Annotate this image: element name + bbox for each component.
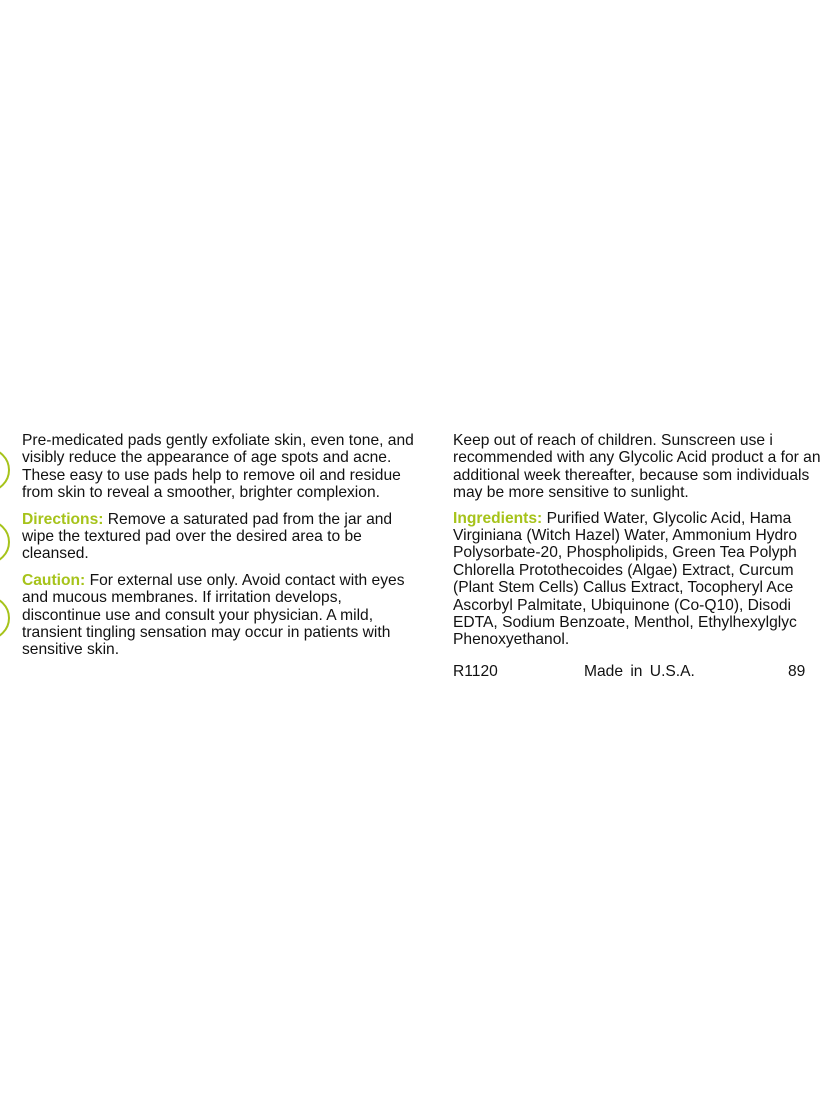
right-panel	[453, 432, 833, 680]
product-code: R1120	[453, 662, 498, 680]
caution-section	[22, 572, 417, 659]
ingredients-text: Purified Water, Glycolic Acid, Hama Virginiana (Witch Hazel) Water, Ammonium Hydro Polysorbate-20, Phospholipids, Green Tea Polyph Chlorella Protothecoides (Algae) Extract, Curcum (Plant Stem Cells) Callus Extract, Tocopheryl Ace Ascorbyl Palmitate, Ubiquinone (Co-Q10), Disodi EDTA, Sodium Benzoate, Menthol, Ethylhexylglyc Phenoxyethanol.	[453, 509, 798, 649]
caution-label: Caution:	[22, 571, 86, 589]
directions-label: Directions:	[22, 510, 104, 528]
left-panel	[22, 432, 417, 668]
warning-text: Keep out of reach of children. Sunscreen use i recommended with any Glycolic Acid product a for an additional week thereafter, because som individuals may be more sensitive to sunlight.	[453, 432, 821, 502]
label-footer	[453, 663, 833, 680]
directions-text: Remove a saturated pad from the jar and wipe the textured pad over the desired area to be cleansed.	[22, 510, 393, 563]
decorative-circle-icon	[0, 520, 10, 564]
product-description: Pre-medicated pads gently exfoliate skin, even tone, and visibly reduce the appearance of age spots and acne. These easy to use pads help to remove oil and residue from skin to reveal a smoother, brighter complexion.	[22, 432, 414, 502]
ingredients-section	[453, 510, 833, 649]
footer-number: 89	[788, 662, 806, 680]
ingredients-label: Ingredients:	[453, 509, 543, 527]
decorative-circle-icon	[0, 596, 10, 640]
made-in-text: Made in U.S.A.	[584, 662, 695, 680]
decorative-circle-icon	[0, 448, 10, 492]
caution-text: For external use only. Avoid contact with eyes and mucous membranes. If irritation develops, discontinue use and consult your physician. A mild, transient tingling sensation may occur in patients with sensitive skin.	[22, 571, 405, 659]
directions-section	[22, 511, 417, 563]
